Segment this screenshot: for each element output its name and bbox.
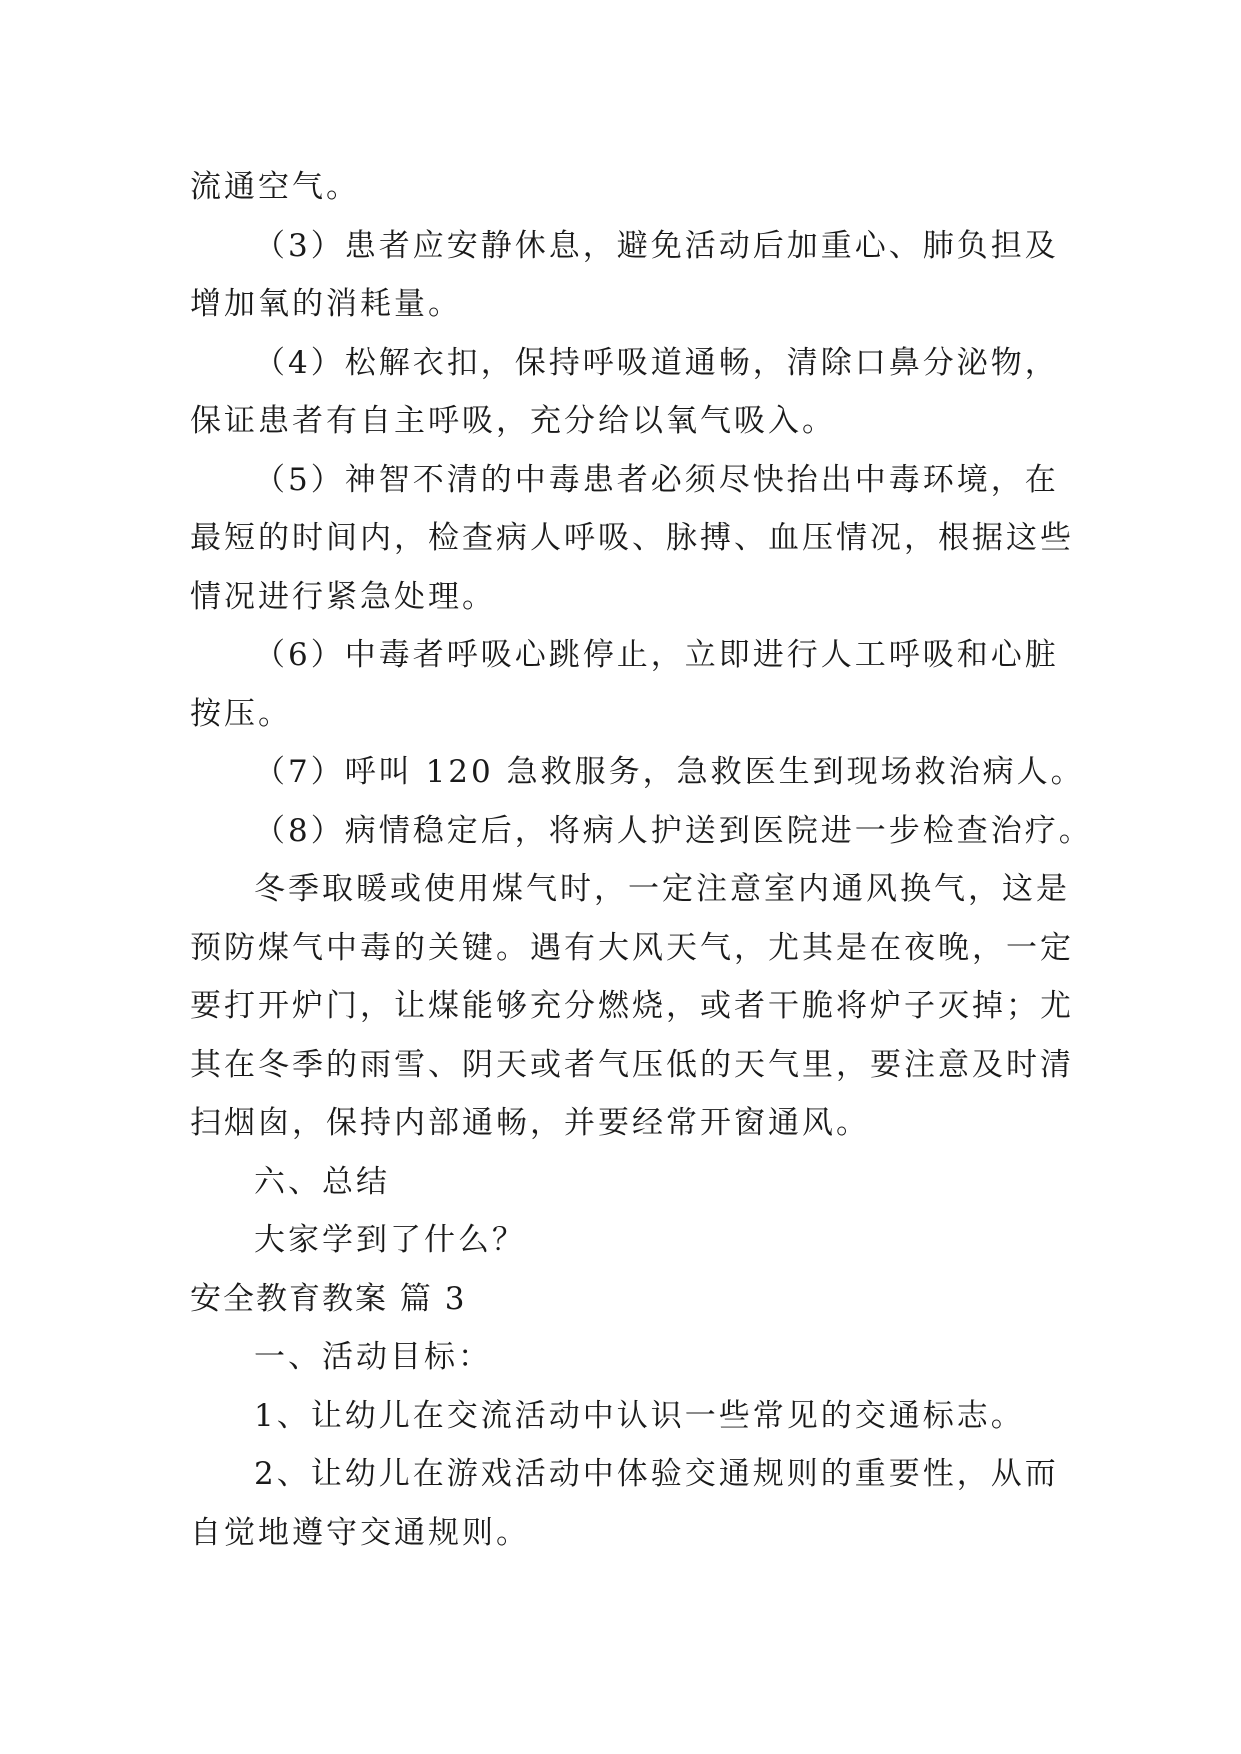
document-body (190, 158, 1093, 1562)
paragraph-line: 要打开炉门，让煤能够充分燃烧，或者干脆将炉子灭掉；尤 (190, 988, 1074, 1024)
paragraph-line: 情况进行紧急处理。 (190, 578, 496, 615)
paragraph-line: （5）神智不清的中毒患者必须尽快抬出中毒环境，在 (254, 461, 1059, 498)
paragraph-line: 按压。 (190, 695, 292, 732)
list-item: 1、让幼儿在交流活动中认识一些常见的交通标志。 (254, 1397, 1025, 1434)
paragraph-line: 保证患者有自主呼吸，充分给以氧气吸入。 (190, 403, 836, 439)
paragraph-line: 扫烟囱，保持内部通畅，并要经常开窗通风。 (190, 1105, 870, 1141)
paragraph-line: 冬季取暖或使用煤气时，一定注意室内通风换气，这是 (254, 871, 1070, 907)
paragraph-line: （8）病情稳定后，将病人护送到医院进一步检查治疗。 (254, 812, 1093, 849)
paragraph-line: 大家学到了什么？ (254, 1222, 526, 1258)
chapter-title: 安全教育教案 篇 3 (190, 1280, 467, 1317)
paragraph-line: （7）呼叫 120 急救服务，急救医生到现场救治病人。 (254, 754, 1085, 790)
paragraph-line: 流通空气。 (190, 169, 360, 205)
list-item: 2、让幼儿在游戏活动中体验交通规则的重要性，从而 (254, 1456, 1059, 1492)
paragraph-line: 增加氧的消耗量。 (190, 286, 462, 322)
paragraph-line: 自觉地遵守交通规则。 (190, 1514, 530, 1551)
paragraph-line: 预防煤气中毒的关键。遇有大风天气，尤其是在夜晚，一定 (190, 929, 1074, 966)
paragraph-line: （3）患者应安静休息，避免活动后加重心、肺负担及 (254, 227, 1059, 264)
paragraph-line: 最短的时间内，检查病人呼吸、脉搏、血压情况，根据这些 (190, 520, 1074, 556)
section-heading: 一、活动目标： (254, 1339, 492, 1375)
paragraph-line: 其在冬季的雨雪、阴天或者气压低的天气里，要注意及时清 (190, 1046, 1074, 1083)
paragraph-line: （6）中毒者呼吸心跳停止，立即进行人工呼吸和心脏 (254, 637, 1059, 673)
paragraph-line: （4）松解衣扣，保持呼吸道通畅，清除口鼻分泌物， (254, 344, 1059, 381)
section-heading: 六、总结 (254, 1163, 390, 1200)
